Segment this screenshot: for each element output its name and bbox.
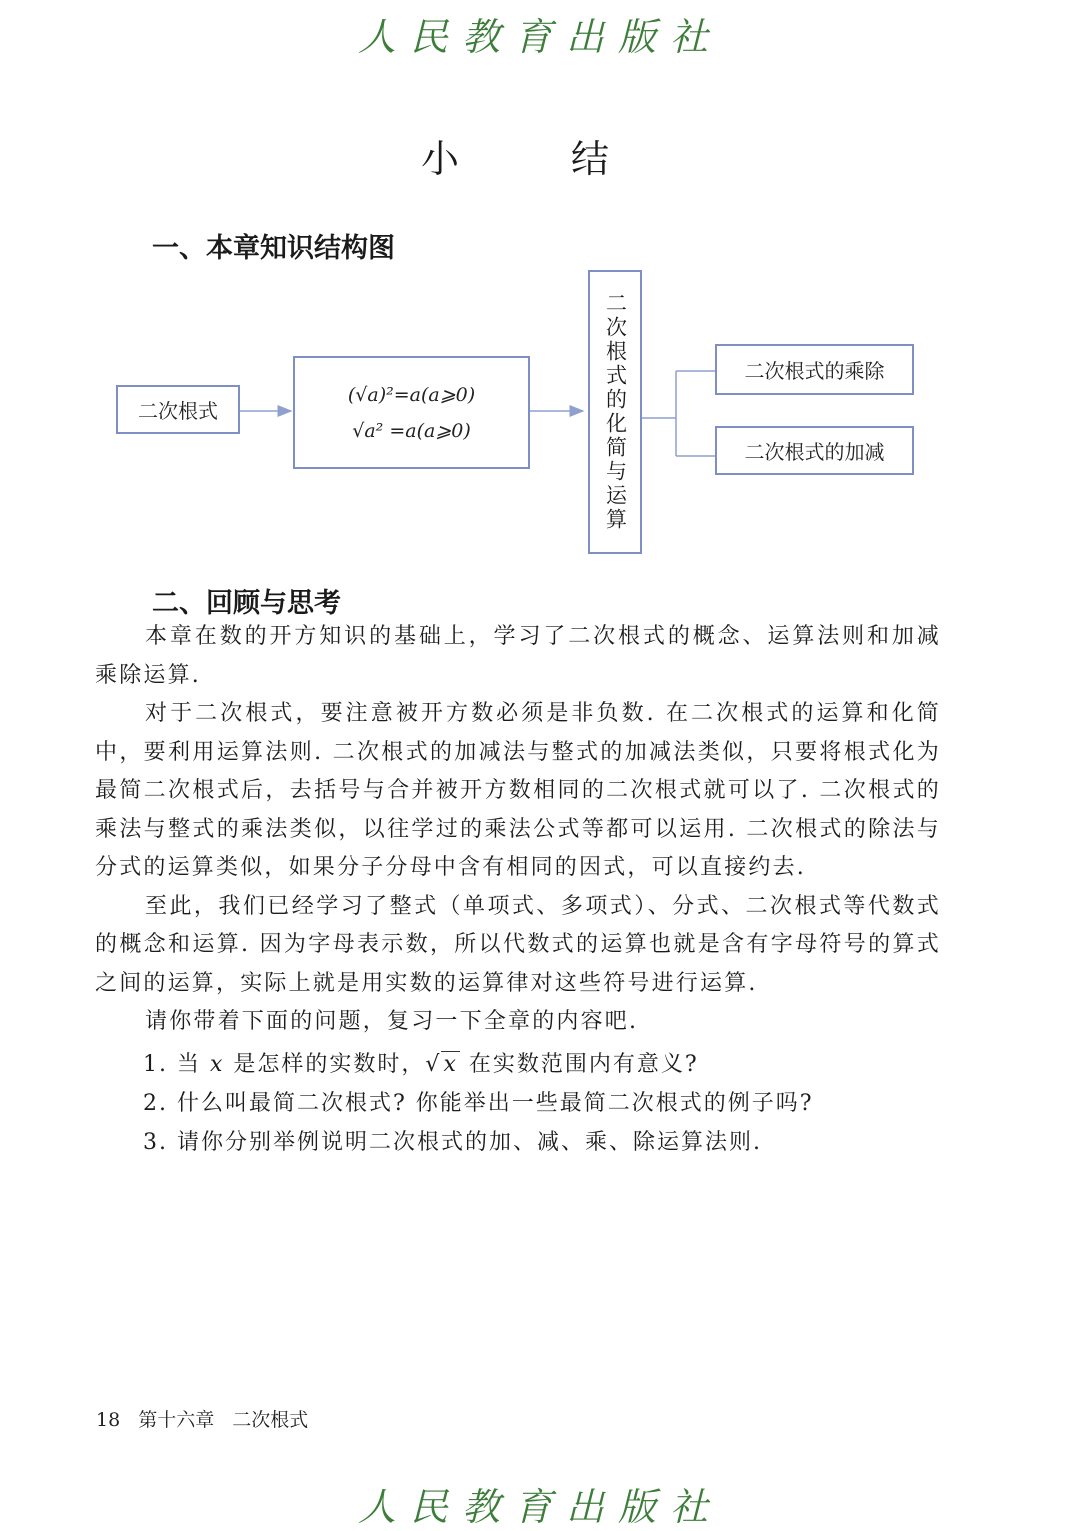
- question-1-variable: x: [210, 1052, 225, 1077]
- question-1-number: 1.: [143, 1052, 168, 1077]
- node-root-label: 二次根式: [138, 399, 218, 423]
- question-3-text: 请你分别举例说明二次根式的加、减、乘、除运算法则.: [177, 1130, 762, 1155]
- question-3-number: 3.: [143, 1130, 168, 1155]
- node-add-subtract: [715, 426, 914, 475]
- node-multiply-divide-label: 二次根式的乘除: [744, 359, 885, 383]
- page-title: 小 结: [420, 137, 660, 181]
- node-formulas: [293, 356, 530, 469]
- formula-square-of-root: (√a)²=a(a⩾0): [347, 383, 476, 406]
- question-2-text: 什么叫最简二次根式? 你能举出一些最简二次根式的例子吗?: [177, 1091, 814, 1116]
- diagram-connectors: [0, 0, 1080, 600]
- question-3: [143, 1124, 762, 1163]
- node-simplify-label: 二次根式的化简与运算: [603, 292, 628, 532]
- node-add-subtract-label: 二次根式的加减: [744, 440, 885, 464]
- publisher-logo-bottom: 人民教育出版社: [357, 1485, 722, 1529]
- question-1-mid: 是怎样的实数时，: [224, 1052, 426, 1077]
- sqrt-symbol: √: [425, 1052, 442, 1077]
- question-1-radicand: x: [443, 1052, 458, 1077]
- paragraph-1: 本章在数的开方知识的基础上，学习了二次根式的概念、运算法则和加减乘除运算.: [95, 624, 941, 688]
- question-1-post: 在实数范围内有意义?: [459, 1052, 699, 1077]
- paragraph-2: 对于二次根式，要注意被开方数必须是非负数. 在二次根式的运算和化简中，要利用运算法则. 二次根式的加减法与整式的加减法类似，只要将根式化为最简二次根式后，去括号与合并被开方数相同的二次根式就可以了. 二次根式的乘法与整式的乘法类似，以往学过的乘法公式等都可以运用. 二次根式的除法与分式的运算类似，如果分子分母中含有相同的因式，可以直接约去.: [95, 701, 941, 880]
- chapter-number: 第十六章: [138, 1409, 215, 1431]
- question-1: [143, 1046, 699, 1085]
- paragraph-3: 至此，我们已经学习了整式（单项式、多项式）、分式、二次根式等代数式的概念和运算. 因为字母表示数，所以代数式的运算也就是含有字母符号的算式之间的运算，实际上就是用实数的运算律对这些符号进行运算.: [95, 893, 941, 996]
- node-simplify-and-operate: [588, 270, 642, 554]
- formula-root-of-square: √a² =a(a⩾0): [352, 419, 471, 442]
- question-2: [143, 1085, 814, 1124]
- section-heading-structure: 一、本章知识结构图: [152, 233, 395, 264]
- node-multiply-divide: [715, 344, 914, 395]
- chapter-title: 二次根式: [232, 1409, 309, 1431]
- question-1-pre: 当: [177, 1052, 210, 1077]
- question-2-number: 2.: [143, 1091, 168, 1116]
- page-footer: [96, 1405, 326, 1432]
- section-heading-review: 二、回顾与思考: [152, 588, 341, 619]
- publisher-logo-top: 人民教育出版社: [357, 15, 722, 59]
- node-root: [116, 385, 240, 434]
- page-number: 18: [96, 1409, 121, 1431]
- review-paragraphs: [95, 618, 941, 1042]
- paragraph-4: 请你带着下面的问题，复习一下全章的内容吧.: [145, 1009, 639, 1034]
